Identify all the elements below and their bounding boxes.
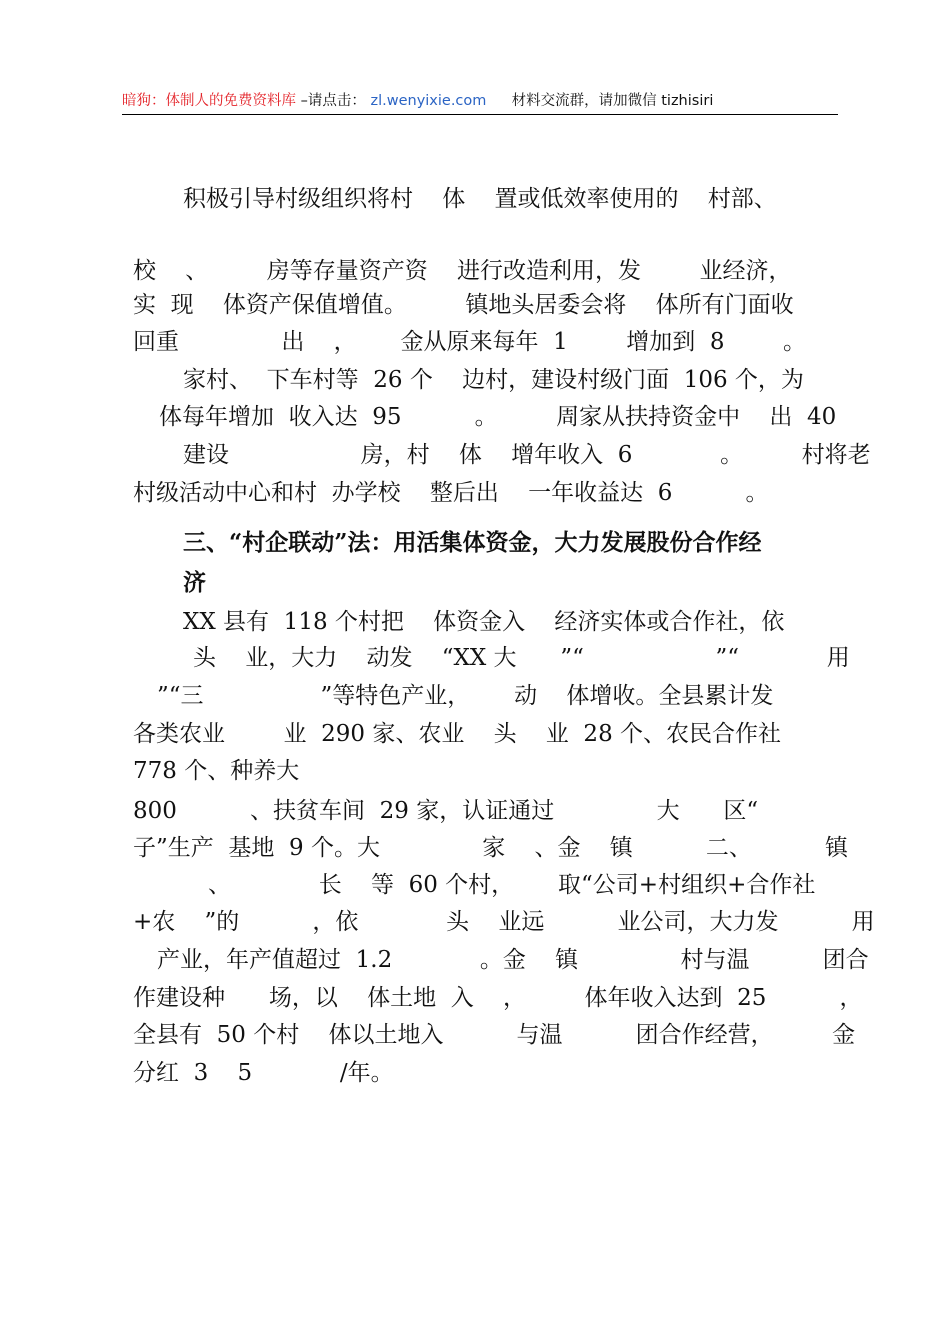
body-line: 头 业，大力 动发 “XX 大 ”“ ”“ 用 <box>193 645 850 671</box>
body-line: 子”生产 基地 9 个。大 家 、金 镇 二、 镇 <box>133 835 849 861</box>
body-line: 作建设种 场，以 体土地 入 ， 体年收入达到 25 ， <box>133 985 863 1011</box>
body-line: 全县有 50 个村 体以土地入 与温 团合作经营， 金 <box>133 1022 856 1048</box>
body-line: 家村、 下车村等 26 个 边村，建设村级门面 106 个，为 <box>183 367 804 393</box>
page-header <box>122 90 838 115</box>
body-line: 各类农业 业 290 家、农业 头 业 28 个、农民合作社 <box>133 721 782 747</box>
header-wechat-note: 材料交流群，请加微信 tizhisiri <box>511 93 714 109</box>
body-line: 778 个、种养大 <box>133 758 300 784</box>
body-line: 、 长 等 60 个村， 取“公司+村组织+合作社 <box>208 872 816 898</box>
body-line: 建设 房，村 体 增年收入 6 。 村将老 <box>183 442 871 468</box>
body-line: 产业，年产值超过 1.2 。金 镇 村与温 团合 <box>157 947 869 973</box>
body-line: 村级活动中心和村 办学校 整后出 一年收益达 6 。 <box>133 480 769 506</box>
header-prompt: –请点击： <box>300 93 366 109</box>
section-heading: 济 <box>183 569 206 596</box>
header-brand: 暗狗：体制人的免费资料库 <box>122 93 296 109</box>
body-line: 校 、 房等存量资产资 进行改造利用，发 业经济， <box>133 258 792 284</box>
body-line: 分红 3 5 /年。 <box>133 1060 394 1086</box>
header-url-link[interactable]: zl.wenyixie.com <box>370 93 487 109</box>
body-line: ”“三 ”等特色产业， 动 体增收。全县累计发 <box>157 683 774 709</box>
body-line: 实 现 体资产保值增值。 镇地头居委会将 体所有门面收 <box>133 292 794 318</box>
body-line: 800 、扶贫车间 29 家，认证通过 大 区“ <box>133 798 759 824</box>
body-line: 回重 出 ， 金从原来每年 1 增加到 8 。 <box>133 329 806 355</box>
body-line: XX 县有 118 个村把 体资金入 经济实体或合作社，依 <box>183 609 785 635</box>
body-line: 体每年增加 收入达 95 。 周家从扶持资金中 出 40 <box>159 404 837 430</box>
body-line: +农 ”的 ，依 头 业远 业公司，大力发 用 <box>133 909 875 935</box>
section-heading: 三、“村企联动”法：用活集体资金，大力发展股份合作经 <box>183 529 762 556</box>
body-line: 积极引导村级组织将村 体 置或低效率使用的 村部、 <box>183 186 777 212</box>
